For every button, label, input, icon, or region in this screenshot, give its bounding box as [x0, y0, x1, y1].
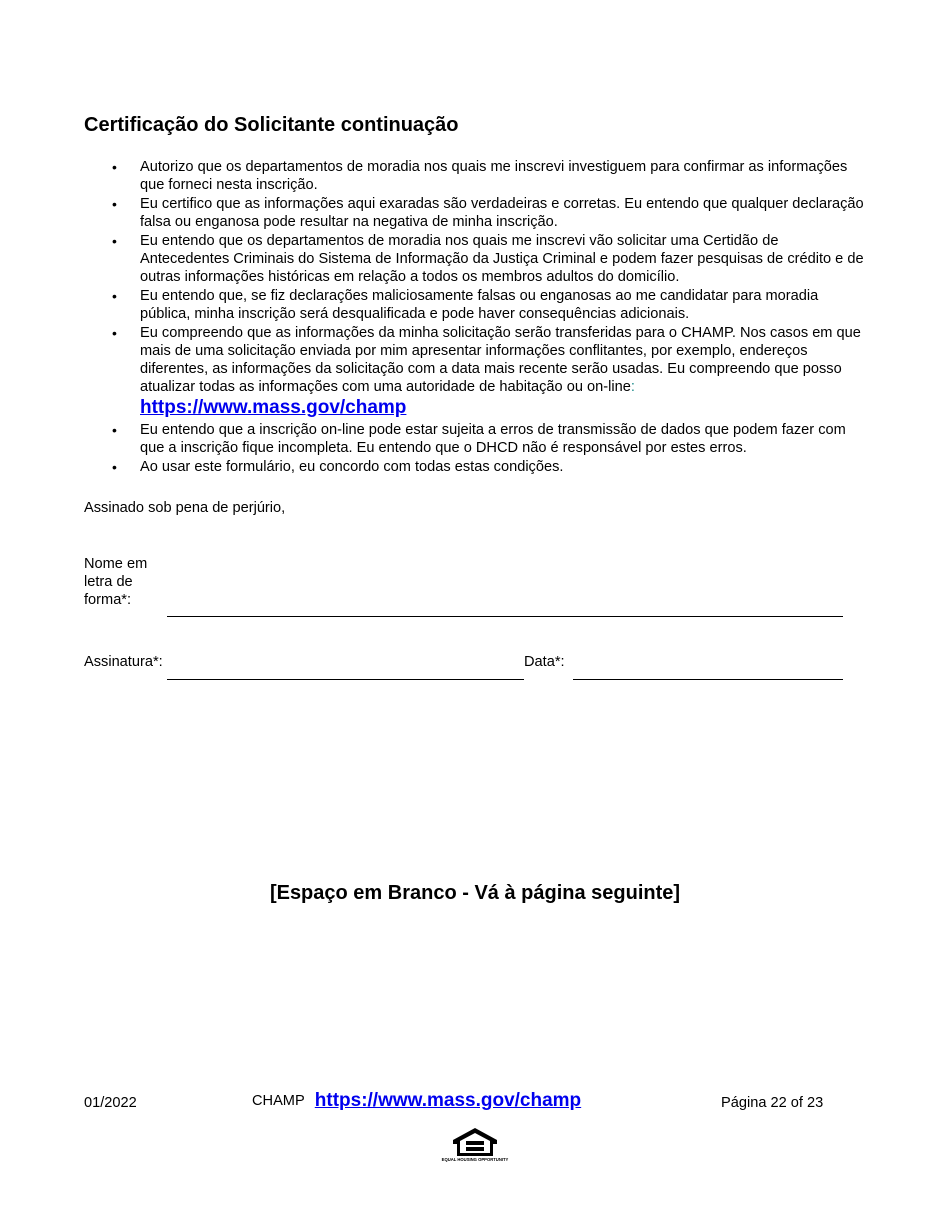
equal-housing-logo-icon — [441, 1126, 509, 1166]
footer-page-number: Página 22 of 23 — [721, 1095, 824, 1111]
page-heading: Certificação do Solicitante continuação — [84, 114, 459, 136]
champ-link[interactable]: https://www.mass.gov/champ — [140, 397, 407, 418]
list-item — [84, 458, 869, 476]
list-item-text: Eu entendo que a inscrição on-line pode estar sujeita a erros de transmissão de dados que podem fazer com que a inscrição fique incompleta. Eu entendo que o DHCD não é responsável por estes erros. — [140, 422, 846, 456]
bullet-marker: • — [112, 196, 117, 212]
bullet-marker: • — [112, 459, 117, 475]
colon: : — [630, 379, 635, 395]
signed-statement: Assinado sob pena de perjúrio, — [84, 500, 286, 516]
footer-champ-label: CHAMP — [252, 1093, 305, 1109]
list-item-text: Eu entendo que, se fiz declarações maliciosamente falsas ou enganosas ao me candidatar para moradia pública, minha inscrição será desqualificada e pode haver consequências adicionais. — [140, 288, 819, 322]
list-item-text: Eu compreendo que as informações da minha solicitação serão transferidas para o CHAMP. Nos casos em que mais de uma solicitação enviada por mim apresentar informações conflitantes, por exemplo, endereços diferentes, as informações da solicitação com a data mais recente serão usadas. Eu compreendo que posso atualizar todas as informações com uma autoridade de habitação ou on-line — [140, 325, 861, 395]
list-item-text: Eu entendo que os departamentos de moradia nos quais me inscrevi vão solicitar uma Certidão de Antecedentes Criminais do Sistema de Informação da Justiça Criminal e podem fazer pesquisas de crédito e de outras informações históricas em relação a todos os membros adultos do domicílio. — [140, 233, 864, 285]
bullet-marker: • — [112, 159, 117, 175]
list-item — [84, 195, 869, 231]
date-label: Data*: — [524, 654, 565, 670]
list-item — [84, 287, 869, 323]
signature-field[interactable] — [167, 679, 524, 680]
signature-label: Assinatura*: — [84, 654, 163, 670]
logo-text: EQUAL HOUSING OPPORTUNITY — [441, 1157, 509, 1162]
bullet-marker: • — [112, 325, 117, 341]
bullet-marker: • — [112, 288, 117, 304]
footer-champ-link[interactable]: https://www.mass.gov/champ — [314, 1090, 582, 1111]
bullet-marker: • — [112, 422, 117, 438]
list-item-text: Ao usar este formulário, eu concordo com todas estas condições. — [140, 459, 564, 475]
list-item — [84, 158, 869, 194]
footer-center — [252, 1090, 581, 1112]
name-label: Nome em letra de forma*: — [84, 556, 148, 608]
name-field[interactable] — [167, 616, 843, 617]
bullet-marker: • — [112, 233, 117, 249]
list-item — [84, 232, 869, 286]
blank-space-notice: [Espaço em Branco - Vá à página seguinte] — [269, 882, 681, 904]
list-item — [84, 324, 869, 420]
list-item-text: Autorizo que os departamentos de moradia nos quais me inscrevi investiguem para confirmar as informações que forneci nesta inscrição. — [140, 159, 848, 193]
date-field[interactable] — [573, 679, 843, 680]
list-item-text: Eu certifico que as informações aqui exaradas são verdadeiras e corretas. Eu entendo que qualquer declaração falsa ou enganosa pode resultar na negativa de minha inscrição. — [140, 196, 864, 230]
certification-list — [84, 158, 869, 477]
footer-date: 01/2022 — [84, 1095, 137, 1111]
list-item — [84, 421, 869, 457]
